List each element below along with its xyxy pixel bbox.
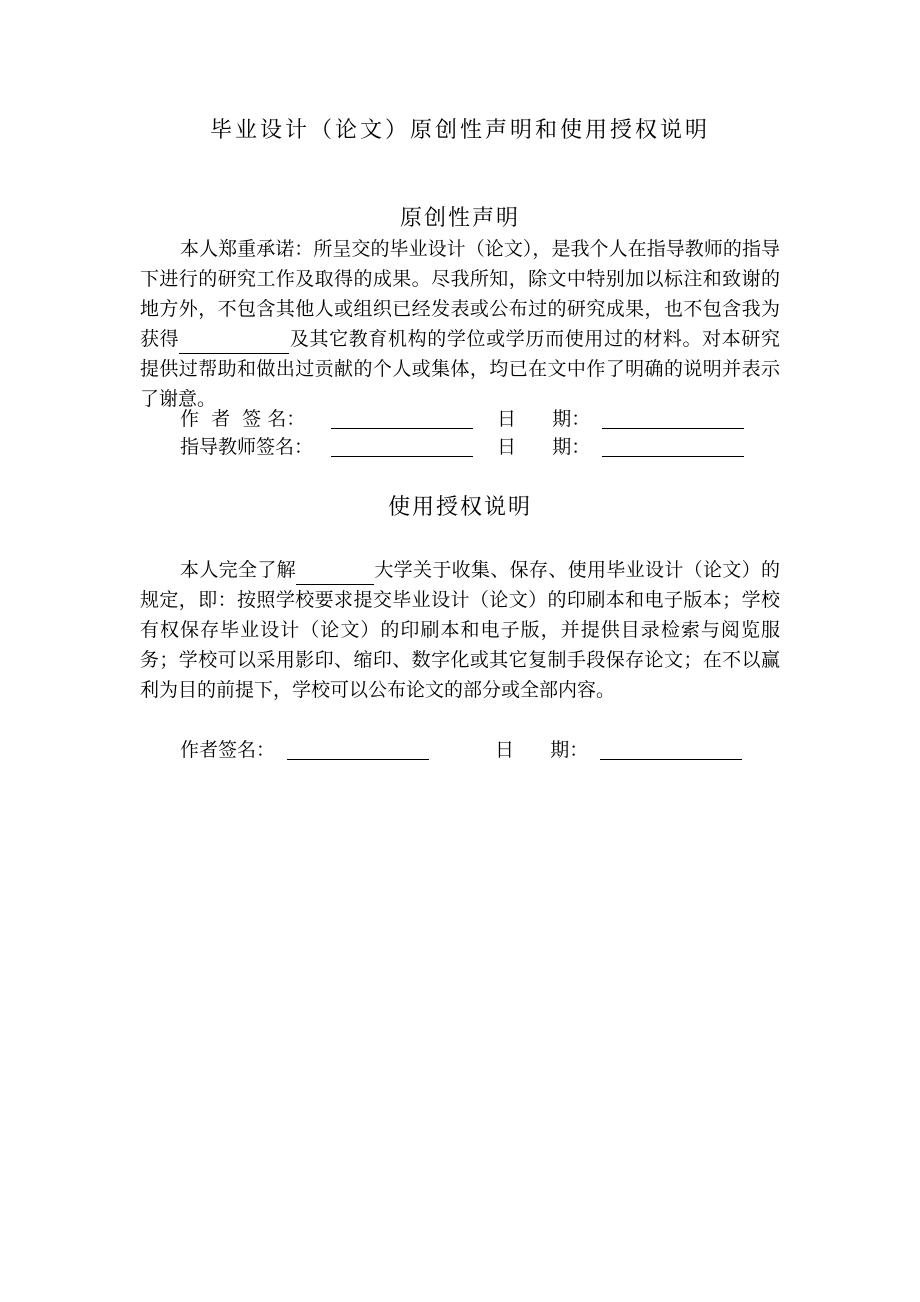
degree-blank xyxy=(179,331,289,354)
author-date-line xyxy=(602,428,744,429)
university-blank xyxy=(296,562,374,585)
document-title: 毕业设计（论文）原创性声明和使用授权说明 xyxy=(209,118,710,143)
authorization-text-part1: 本人完全了解 xyxy=(180,559,296,581)
authorization-text-part2: 大学关于收集、保存、使用毕业设计（论文）的规定，即：按照学校要求提交毕业设计（论文）的印刷本和电子版本；学校有权保存毕业设计（论文）的印刷本和电子版，并提供目录检索与阅览服务；学校可以采用影印、缩印、数字化或其它复制手段保存论文；在不以赢利为目的前提下，学校可以公布论文的部分或全部内容。 xyxy=(140,559,780,701)
author-date-label: 日 期： xyxy=(497,408,591,430)
authorization-author-label: 作者签名： xyxy=(180,739,276,761)
originality-paragraph xyxy=(140,234,780,414)
originality-text-part1: 本人郑重承诺：所呈交的毕业设计（论文），是我个人在指导教师的指导下进行的研究工作及取得的成果。尽我所知，除文中特别加以标注和致谢的地方外，不包含其他人或组织已经发表或公布过的研究成果，也不包含我为获得 xyxy=(140,238,780,350)
author-signature-row xyxy=(0,404,920,434)
advisor-signature-label: 指导教师签名： xyxy=(180,436,314,458)
authorization-date-label: 日 期： xyxy=(495,739,589,761)
advisor-signature-line xyxy=(331,456,473,457)
advisor-signature-row xyxy=(0,432,920,462)
originality-heading: 原创性声明 xyxy=(399,206,520,231)
authorization-date-line xyxy=(600,759,742,760)
author-signature-line xyxy=(331,428,473,429)
author-signature-label: 作 者 签 名： xyxy=(180,408,306,430)
authorization-paragraph xyxy=(140,555,780,705)
authorization-signature-row xyxy=(0,735,920,765)
advisor-date-line xyxy=(602,456,744,457)
advisor-date-label: 日 期： xyxy=(497,436,591,458)
authorization-heading: 使用授权说明 xyxy=(387,495,532,520)
authorization-author-line xyxy=(287,759,429,760)
originality-text-part2: 及其它教育机构的学位或学历而使用过的材料。对本研究提供过帮助和做出过贡献的个人或集体，均已在文中作了明确的说明并表示了谢意。 xyxy=(140,328,780,410)
